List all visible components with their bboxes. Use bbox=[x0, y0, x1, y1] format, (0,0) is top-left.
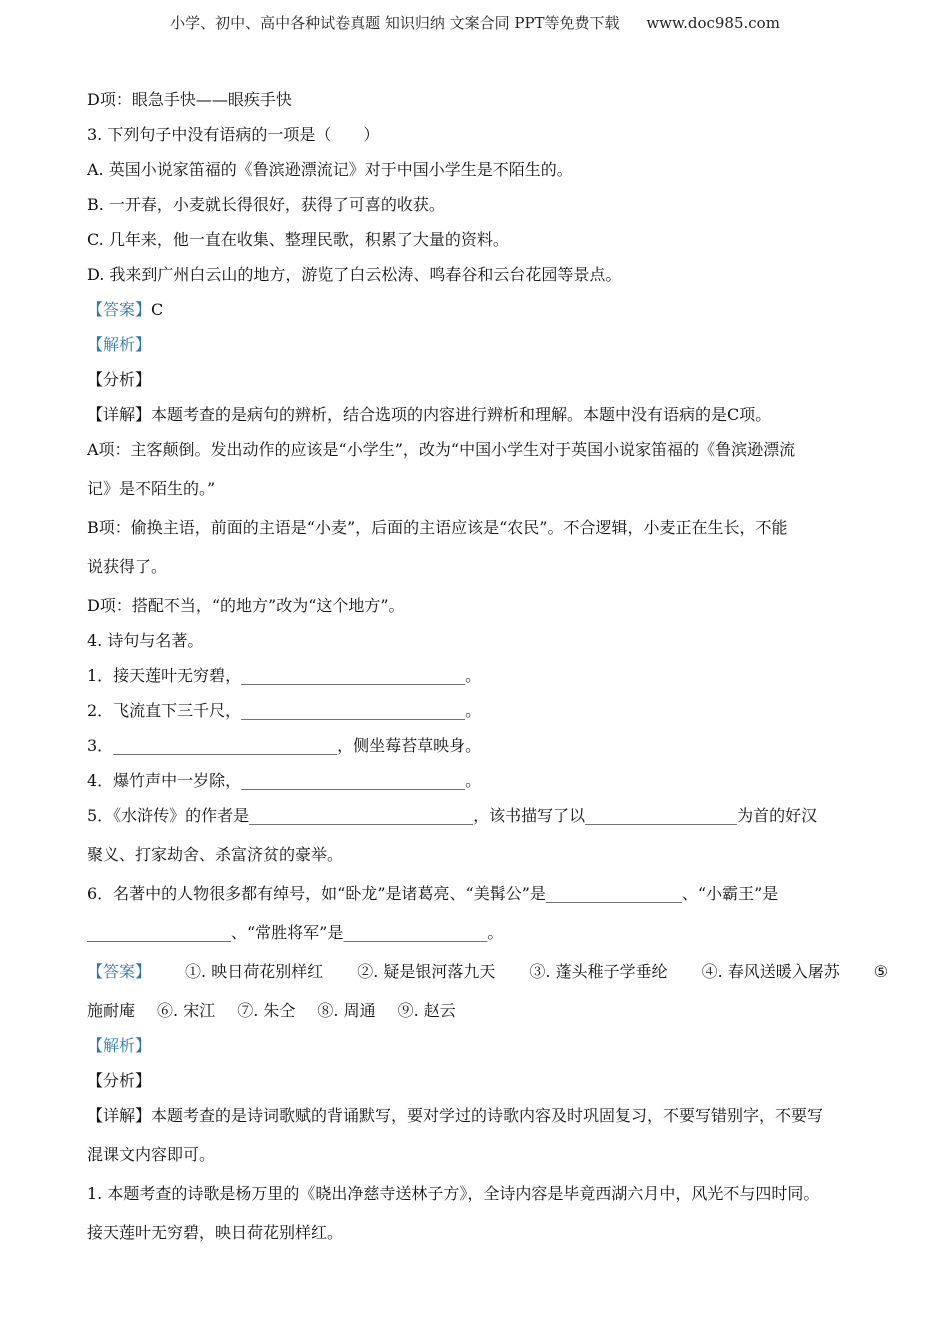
q4-item: 4．爆竹声中一岁除，____________________________。 bbox=[87, 771, 482, 790]
option-a: A. 英国小说家笛福的《鲁滨逊漂流记》对于中国小学生是不陌生的。 bbox=[87, 160, 573, 179]
q4-fenxi-tag: 【分析】 bbox=[87, 1071, 152, 1090]
q4-item: 3．____________________________，侧坐莓苔草映身。 bbox=[87, 736, 482, 755]
page-header bbox=[0, 12, 950, 33]
q3-fenxi-tag: 【分析】 bbox=[87, 370, 152, 389]
answer-item: ③. 蓬头稚子学垂纶 bbox=[529, 962, 668, 981]
q3-detail bbox=[87, 403, 867, 438]
q4-answer bbox=[87, 960, 889, 999]
text-line: D项：眼急手快——眼疾手快 bbox=[87, 90, 292, 109]
q3-analysis-tag: 【解析】 bbox=[87, 335, 152, 354]
detail-text: 本题考查的是诗词歌赋的背诵默写，要对学过的诗歌内容及时巩固复习，不要写错别字，不要写 bbox=[151, 1106, 824, 1125]
q3-note: A项：主客颠倒。发出动作的应该是“小学生”，改为“中国小学生对于英国小说家笛福的《鲁滨逊漂流 bbox=[87, 440, 796, 459]
question-4-stem: 4. 诗句与名著。 bbox=[87, 631, 204, 650]
option-b: B. 一开春，小麦就长得很好，获得了可喜的收获。 bbox=[87, 195, 445, 214]
document-body bbox=[87, 88, 889, 1256]
q3-note: 说获得了。 bbox=[87, 557, 168, 576]
q4-answer-cont bbox=[87, 999, 867, 1034]
q4-item: __________________、“常胜将军”是__________________。 bbox=[87, 923, 504, 942]
q4-item: 2．飞流直下三千尺，____________________________。 bbox=[87, 701, 482, 720]
q4-item: 1．接天莲叶无穷碧，____________________________。 bbox=[87, 666, 482, 685]
answer-item: ④. 春风送暖入屠苏 bbox=[701, 962, 840, 981]
q3-note: 记》是不陌生的。” bbox=[87, 479, 216, 498]
q4-note: 接天莲叶无穷碧，映日荷花别样红。 bbox=[87, 1223, 344, 1242]
answer-tag: 【答案】 bbox=[87, 962, 152, 981]
q4-detail bbox=[87, 1104, 867, 1143]
answer-item: ⑤ bbox=[873, 962, 889, 981]
q4-analysis-tag: 【解析】 bbox=[87, 1036, 152, 1055]
option-c: C. 几年来，他一直在收集、整理民歌，积累了大量的资料。 bbox=[87, 230, 509, 249]
detail-text: 本题考查的是病句的辨析，结合选项的内容进行辨析和理解。本题中没有语病的是C项。 bbox=[151, 405, 772, 424]
detail-tag: 【详解】 bbox=[87, 405, 152, 424]
q4-item: 聚义、打家劫舍、杀富济贫的豪举。 bbox=[87, 845, 344, 864]
question-3-stem: 3. 下列句子中没有语病的一项是（ ） bbox=[87, 125, 380, 144]
answer-item: ⑨. 赵云 bbox=[397, 1001, 456, 1020]
answer-item: 施耐庵 bbox=[87, 1001, 136, 1020]
q4-detail-cont: 混课文内容即可。 bbox=[87, 1145, 216, 1164]
q3-answer bbox=[87, 298, 867, 333]
answer-item: ⑦. 朱仝 bbox=[237, 1001, 296, 1020]
answer-item: ⑥. 宋江 bbox=[157, 1001, 216, 1020]
answer-item: ①. 映日荷花别样红 bbox=[185, 962, 324, 981]
q3-note: B项：偷换主语，前面的主语是“小麦”，后面的主语应该是“农民”。不合逻辑，小麦正在生长，不能 bbox=[87, 518, 788, 537]
detail-tag: 【详解】 bbox=[87, 1106, 152, 1125]
answer-item: ⑧. 周通 bbox=[317, 1001, 376, 1020]
answer-tag: 【答案】 bbox=[87, 300, 152, 319]
header-text: 小学、初中、高中各种试卷真题 知识归纳 文案合同 PPT等免费下载 bbox=[170, 14, 620, 32]
q4-note: 1. 本题考查的诗歌是杨万里的《晓出净慈寺送林子方》，全诗内容是毕竟西湖六月中，风光不与四时同。 bbox=[87, 1184, 820, 1203]
q4-item: 5．《水浒传》的作者是____________________________，该书描写了以___________________为首的好汉 bbox=[87, 806, 818, 825]
q4-item: 6．名著中的人物很多都有绰号，如“卧龙”是诸葛亮、“美髯公”是_________________、“小霸王”是 bbox=[87, 884, 779, 903]
answer-item: ②. 疑是银河落九天 bbox=[357, 962, 496, 981]
option-d: D. 我来到广州白云山的地方，游览了白云松涛、鸣春谷和云台花园等景点。 bbox=[87, 265, 622, 284]
q3-note: D项：搭配不当，“的地方”改为“这个地方”。 bbox=[87, 596, 405, 615]
header-url[interactable]: www.doc985.com bbox=[646, 14, 780, 32]
answer-value: C bbox=[151, 300, 164, 319]
